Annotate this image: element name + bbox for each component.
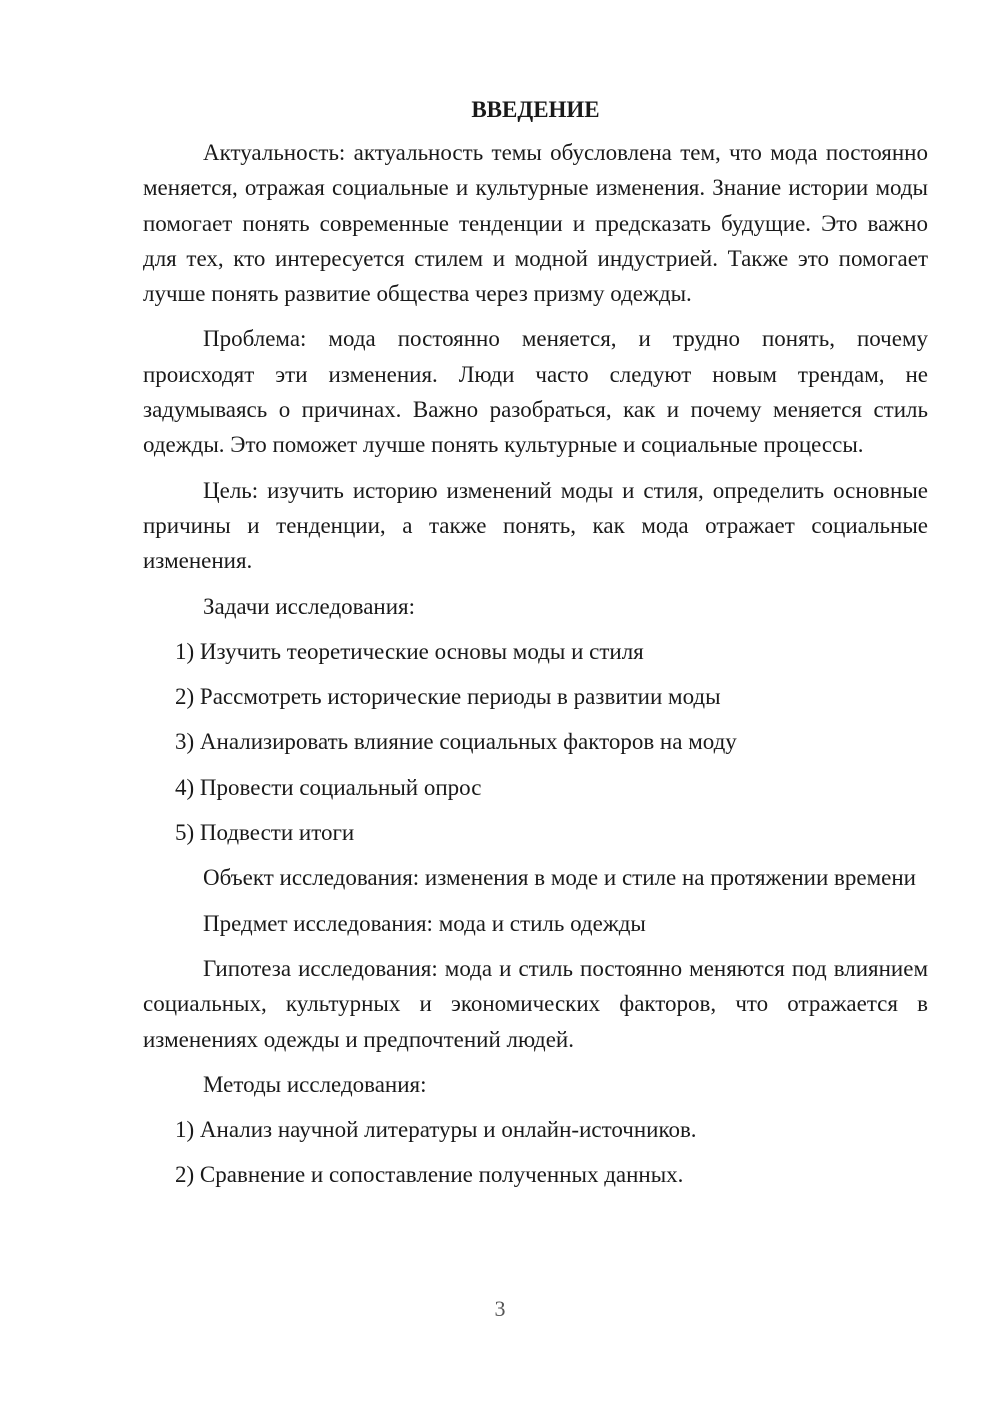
task-item: 1) Изучить теоретические основы моды и стиля (175, 638, 644, 664)
goal-paragraph: Цель: изучить историю изменений моды и стиля, определить основные причины и тенденции, а также понять, как мода отражает социальные изменения. (143, 477, 928, 574)
task-item: 2) Рассмотреть исторические периоды в развитии моды (175, 684, 721, 710)
task-item: 3) Анализировать влияние социальных факторов на моду (175, 729, 737, 755)
tasks-title: Задачи исследования: (203, 593, 416, 619)
object-paragraph: Объект исследования: изменения в моде и стиле на протяжении времени (203, 865, 916, 891)
section-heading: ВВЕДЕНИЕ (471, 97, 600, 122)
methods-list (143, 1112, 928, 1193)
page-number: 3 (494, 1296, 506, 1321)
subject-paragraph: Предмет исследования: мода и стиль одежды (203, 910, 646, 936)
task-item: 5) Подвести итоги (175, 820, 355, 846)
document-page (143, 92, 928, 1203)
methods-title: Методы исследования: (203, 1071, 427, 1097)
problem-paragraph: Проблема: мода постоянно меняется, и трудно понять, почему происходят эти изменения. Люди часто следуют новым трендам, не задумываясь о причинах. Важно разобраться, как и почему меняется стиль одежды. Это поможет лучше понять культурные и социальные процессы. (143, 326, 928, 458)
task-item: 4) Провести социальный опрос (175, 774, 482, 800)
method-item: 1) Анализ научной литературы и онлайн-источников. (175, 1117, 697, 1143)
hypothesis-paragraph: Гипотеза исследования: мода и стиль постоянно меняются под влиянием социальных, культурных и экономических факторов, что отражается в изменениях одежды и предпочтений людей. (143, 955, 928, 1052)
method-item: 2) Сравнение и сопоставление полученных данных. (175, 1162, 684, 1188)
relevance-paragraph: Актуальность: актуальность темы обусловлена тем, что мода постоянно меняется, отражая социальные и культурные изменения. Знание истории моды помогает понять современные тенденции и предсказать будущие. Это важно для тех, кто интересуется стилем и модной индустрией. Также это помогает лучше понять развитие общества через призму одежды. (143, 140, 928, 307)
tasks-list (143, 634, 928, 850)
